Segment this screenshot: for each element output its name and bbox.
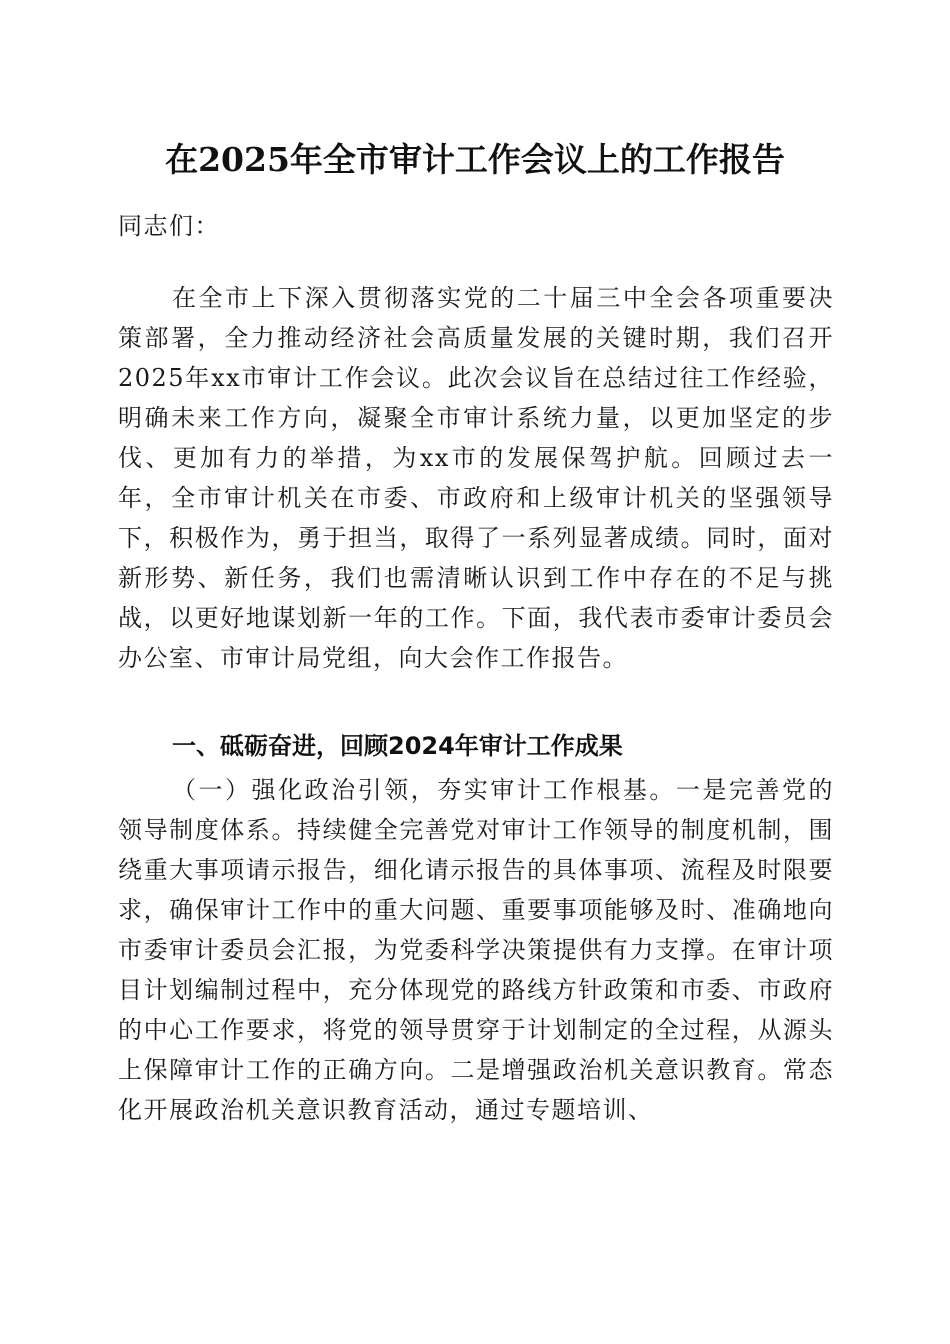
intro-paragraph: 在全市上下深入贯彻落实党的二十届三中全会各项重要决策部署，全力推动经济社会高质量发展的关键时期，我们召开2025年xx市审计工作会议。此次会议旨在总结过往工作经验，明确未来工作方向，凝聚全市审计系统力量，以更加坚定的步伐、更加有力的举措，为xx市的发展保驾护航。回顾过去一年，全市审计机关在市委、市政府和上级审计机关的坚强领导下，积极作为，勇于担当，取得了一系列显著成绩。同时，面对新形势、新任务，我们也需清晰认识到工作中存在的不足与挑战，以更好地谋划新一年的工作。下面，我代表市委审计委员会办公室、市审计局党组，向大会作工作报告。 — [118, 284, 834, 672]
section-1-paragraph-1: （一）强化政治引领，夯实审计工作根基。一是完善党的领导制度体系。持续健全完善党对审计工作领导的制度机制，围绕重大事项请示报告，细化请示报告的具体事项、流程及时限要求，确保审计工作中的重大问题、重要事项能够及时、准确地向市委审计委员会汇报，为党委科学决策提供有力支撑。在审计项目计划编制过程中，充分体现党的路线方针政策和市委、市政府的中心工作要求，将党的领导贯穿于计划制定的全过程，从源头上保障审计工作的正确方向。二是增强政治机关意识教育。常态化开展政治机关意识教育活动，通过专题培训、 — [118, 776, 834, 1124]
document-title: 在2025年全市审计工作会议上的工作报告 — [165, 140, 785, 179]
salutation: 同志们： — [118, 212, 220, 240]
section-heading-1: 一、砥砺奋进，回顾2024年审计工作成果 — [172, 732, 623, 760]
